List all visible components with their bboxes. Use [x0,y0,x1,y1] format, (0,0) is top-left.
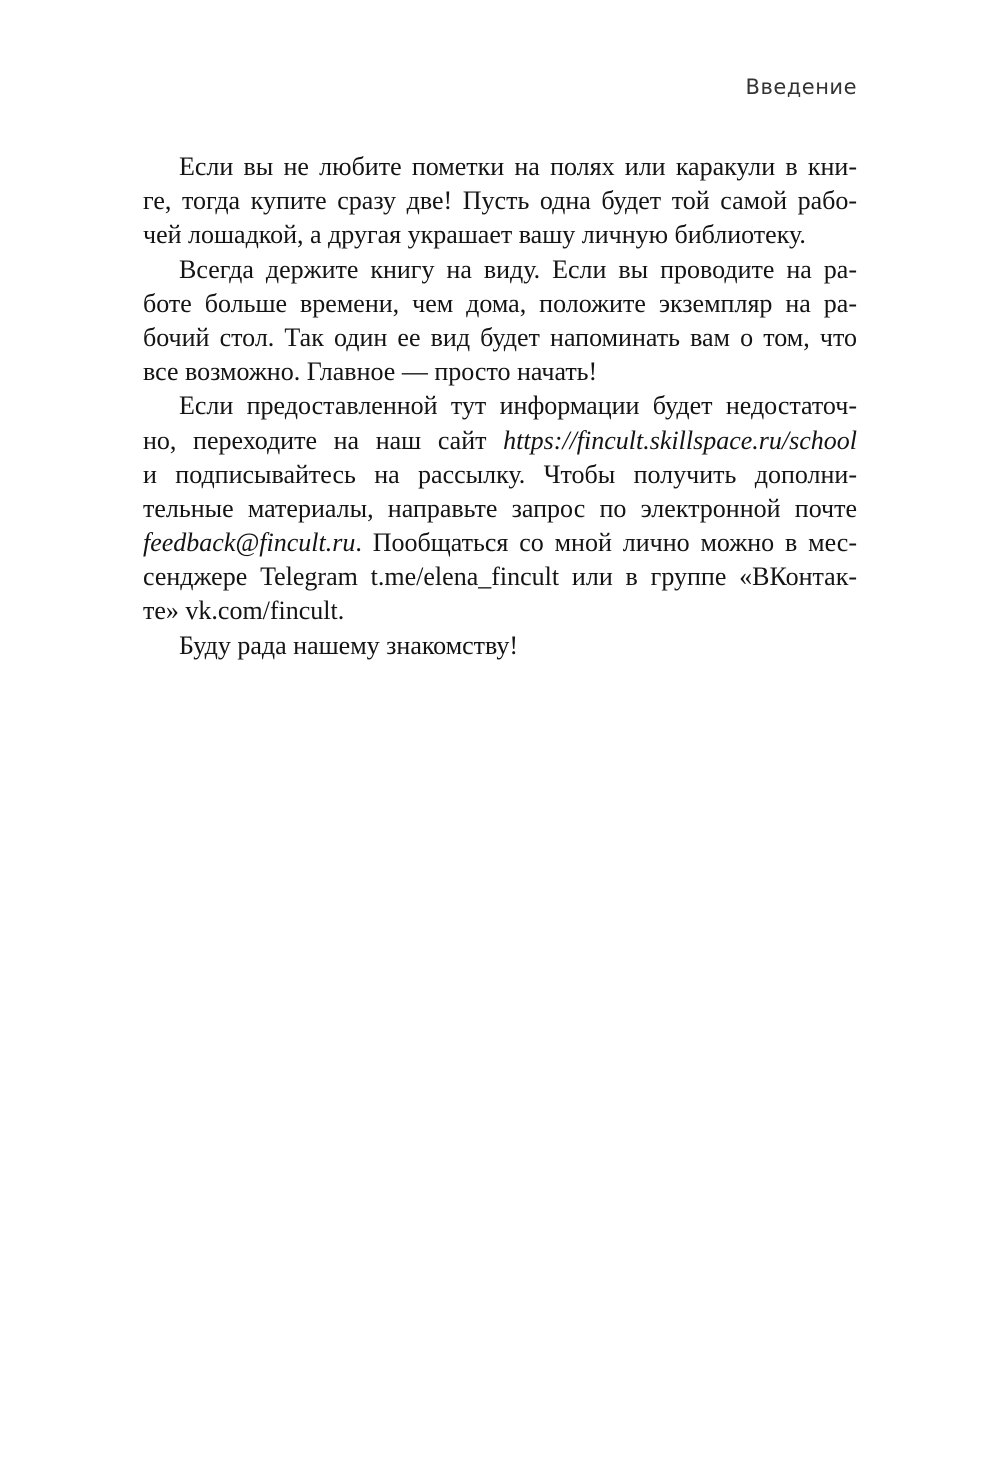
text-line: бочий стол. Так один ее вид будет напоминать вам о том, что [143,322,857,352]
text-line: Если вы не любите пометки на полях или каракули в кни- [179,152,857,181]
body-text [143,150,857,663]
text-line: все возможно. Главное — просто начать! [143,357,598,387]
text-run: но, переходите на наш сайт [143,425,504,455]
text-line: боте больше времени, чем дома, положите экземпляр на ра- [143,288,857,318]
text-line [143,424,857,458]
paragraph [143,253,857,390]
text-line: те» vk.com/fincult. [143,596,345,626]
text-line: сенджере Telegram t.me/elena_fincult или в группе «ВКонтак- [143,562,857,592]
paragraph [143,150,857,253]
website-link[interactable]: https://fincult.skillspace.ru/school [503,425,857,455]
paragraph [143,629,857,663]
text-line: тельные материалы, направьте запрос по электронной почте [143,493,857,523]
text-line: чей лошадкой, а другая украшает вашу личную библиотеку. [143,220,806,250]
text-line: ге, тогда купите сразу две! Пусть одна будет той самой рабо- [143,186,857,216]
email-link[interactable]: feedback@fincult.ru [143,528,356,558]
text-line: Буду рада нашему знакомству! [179,630,519,660]
paragraph [143,389,857,628]
text-line: Если предоставленной тут информации будет недостаточ- [179,391,857,421]
text-line: и подписывайтесь на рассылку. Чтобы получить дополни- [143,459,857,489]
text-line: Всегда держите книгу на виду. Если вы проводите на ра- [179,254,857,284]
text-line [143,526,857,560]
text-run: . Пообщаться со мной лично можно в мес- [355,528,857,558]
running-head: Введение [745,75,857,99]
